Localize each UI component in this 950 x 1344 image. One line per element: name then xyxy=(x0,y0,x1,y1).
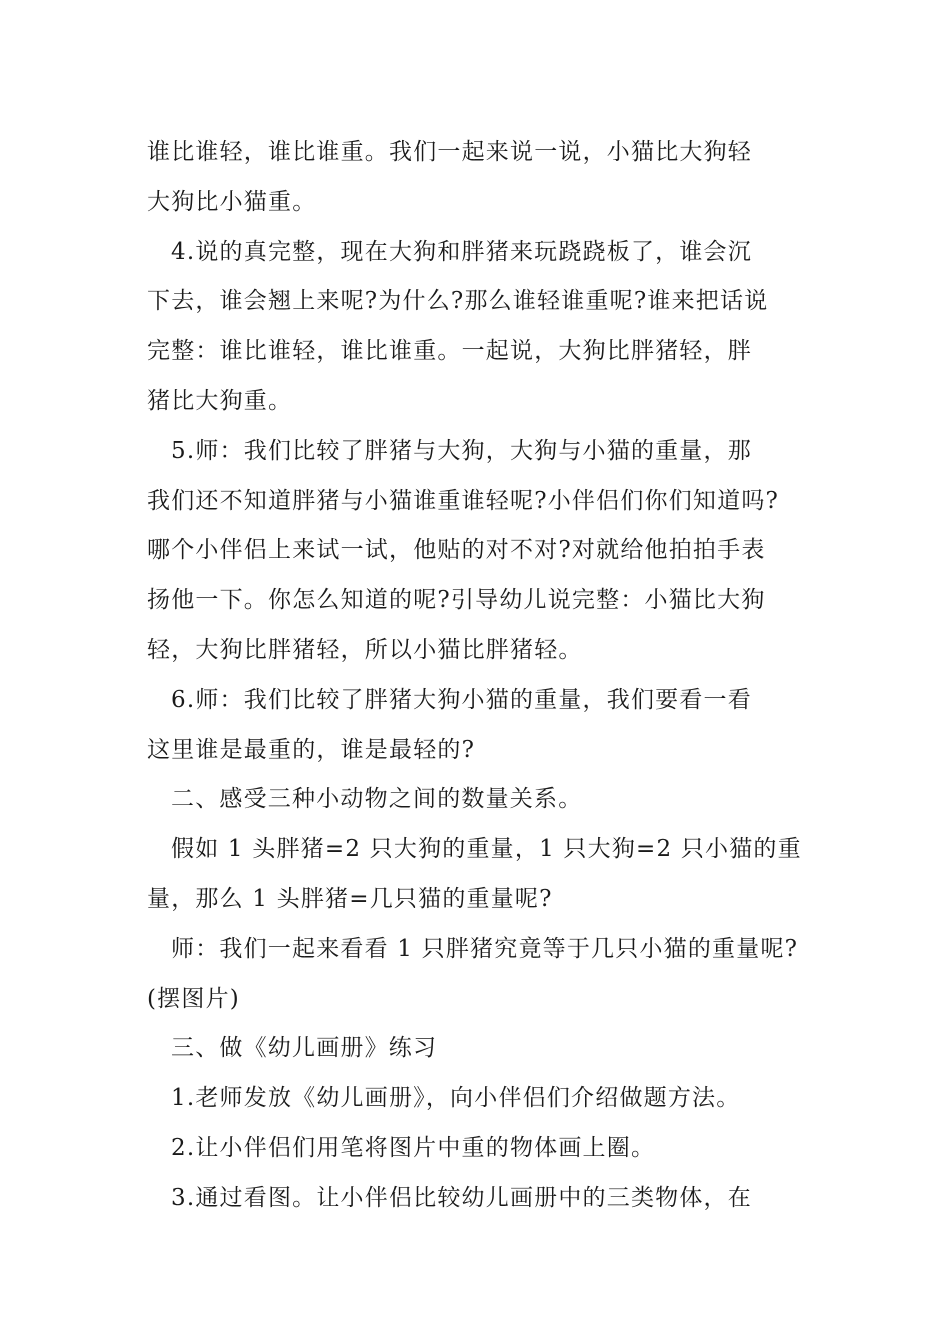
text-line: (摆图片) xyxy=(147,985,240,1012)
list-item: 3.通过看图。让小伴侣比较幼儿画册中的三类物体，在 xyxy=(171,1184,752,1211)
text-line: 大狗比小猫重。 xyxy=(147,188,317,215)
text-line: 假如 1 头胖猪=2 只大狗的重量，1 只大狗=2 只小猫的重 xyxy=(171,836,802,863)
list-item: 2.让小伴侣们用笔将图片中重的物体画上圈。 xyxy=(171,1134,656,1161)
text-line: 这里谁是最重的，谁是最轻的? xyxy=(147,736,476,763)
text-line: 量，那么 1 头胖猪=几只猫的重量呢? xyxy=(147,885,553,912)
section-heading: 二、感受三种小动物之间的数量关系。 xyxy=(171,786,583,813)
text-line: 完整：谁比谁轻，谁比谁重。一起说，大狗比胖猪轻，胖 xyxy=(147,338,752,365)
document-body xyxy=(147,128,827,1224)
text-line: 5.师：我们比较了胖猪与大狗，大狗与小猫的重量，那 xyxy=(171,437,752,464)
text-line: 哪个小伴侣上来试一试，他贴的对不对?对就给他拍拍手表 xyxy=(147,537,766,564)
text-line: 我们还不知道胖猪与小猫谁重谁轻呢?小伴侣们你们知道吗? xyxy=(147,487,780,514)
text-line: 下去，谁会翘上来呢?为什么?那么谁轻谁重呢?谁来把话说 xyxy=(147,288,769,315)
text-line: 扬他一下。你怎么知道的呢?引导幼儿说完整：小猫比大狗 xyxy=(147,587,766,614)
list-item: 1.老师发放《幼儿画册》，向小伴侣们介绍做题方法。 xyxy=(171,1085,741,1112)
text-line: 4.说的真完整，现在大狗和胖猪来玩跷跷板了，谁会沉 xyxy=(171,238,752,265)
text-line: 6.师：我们比较了胖猪大狗小猫的重量，我们要看一看 xyxy=(171,686,752,713)
section-heading: 三、做《幼儿画册》练习 xyxy=(171,1035,438,1062)
text-line: 轻，大狗比胖猪轻，所以小猫比胖猪轻。 xyxy=(147,636,583,663)
text-line: 猪比大狗重。 xyxy=(147,387,293,414)
text-line: 师：我们一起来看看 1 只胖猪究竟等于几只小猫的重量呢? xyxy=(171,935,799,962)
text-line: 谁比谁轻，谁比谁重。我们一起来说一说，小猫比大狗轻 xyxy=(147,139,752,165)
